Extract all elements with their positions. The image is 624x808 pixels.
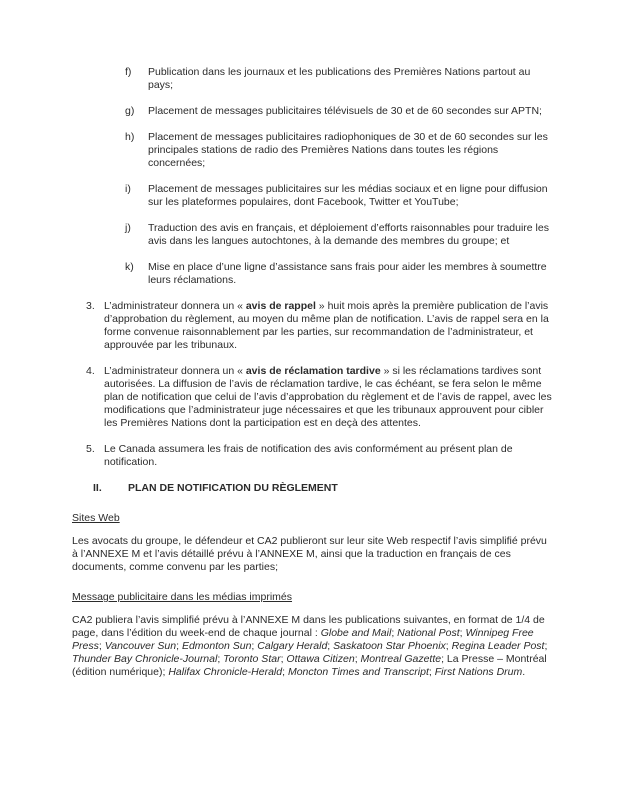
italic-text-run: First Nations Drum [434,666,523,678]
text-run: . [522,666,526,678]
item-label: 4. [86,365,95,377]
lettered-list [72,66,553,287]
section-number: II. [93,482,102,494]
item-text: Mise en place d’une ligne d’assistance sans frais pour aider les membres à soumettre leurs réclamations. [148,261,547,286]
item-label: j) [125,222,131,234]
numbered-item-5 [86,443,553,469]
item-text: Placement de messages publicitaires sur les médias sociaux et en ligne pour diffusion sur les plateformes populaires, dont Facebook, Twitter et YouTube; [148,183,548,208]
item-text: Placement de messages publicitaires radiophoniques de 30 et de 60 secondes sur les principales stations de radio des Premières Nations dans toutes les régions concernées; [148,131,548,169]
item-label: h) [125,131,135,143]
subsection-paragraph [72,614,553,679]
item-text [104,365,553,430]
italic-text-run: Calgary Herald [257,640,328,652]
item-text: Traduction des avis en français, et déploiement d’efforts raisonnables pour traduire les avis dans les langues autochtones, à la demande des membres du groupe; et [148,222,549,247]
text-run: L’administrateur donnera un « [104,365,246,377]
text-run: ; [391,627,398,639]
item-text [104,443,553,469]
italic-text-run: Winnipeg Free Press [72,627,534,652]
item-label: i) [125,183,131,195]
item-label: f) [125,66,132,78]
text-run: CA2 publiera l’avis simplifié prévu à l’ANNEXE M dans les publications suivantes, en format de 1/4 de page, dans l’édition du week-end de chaque journal : [72,614,545,639]
text-run: » si les réclamations tardives sont autorisées. La diffusion de l’avis de réclamation tardive, le cas échéant, se fera selon le même plan de notification que celui de l’avis d’approbation du règlement et de l’avis de rappel, avec les modifications que l’administrateur juge nécessaires et que les tribunaux approuvent pour cibler les Premières Nations dont la participation est en deçà des attentes. [104,365,552,429]
italic-text-run: Regina Leader Post [451,640,545,652]
item-text: Publication dans les journaux et les publications des Premières Nations partout au pays; [148,66,531,91]
text-run: ; [544,640,548,652]
text-run: ; [282,666,288,678]
italic-text-run: Ottawa Citizen [286,653,355,665]
italic-text-run: Halifax Chronicle-Herald [168,666,283,678]
bold-text-run: avis de rappel [245,300,316,312]
italic-text-run: Edmonton Sun [181,640,252,652]
bold-text-run: avis de réclamation tardive [245,365,381,377]
item-label: g) [125,105,135,117]
italic-text-run: National Post [397,627,460,639]
text-run: ; [280,653,287,665]
lettered-item-g [125,105,553,118]
text-run: ; [251,640,258,652]
italic-text-run: Saskatoon Star Phoenix [333,640,446,652]
subsection-heading: Sites Web [72,512,120,524]
item-label: 5. [86,443,95,455]
numbered-list [72,300,553,469]
text-run: ; [354,653,361,665]
numbered-item-4 [86,365,553,430]
italic-text-run: Toronto Star [223,653,281,665]
item-text: Placement de messages publicitaires télévisuels de 30 et de 60 secondes sur APTN; [148,105,542,117]
section-heading [93,482,553,495]
lettered-item-f [125,66,553,92]
text-run: ; [459,627,466,639]
text-run: ; [98,640,105,652]
text-run: ; [217,653,224,665]
subsections [72,512,553,679]
italic-text-run: Globe and Mail [320,627,392,639]
subsection-paragraph [72,535,553,574]
italic-text-run: Thunder Bay Chronicle-Journal [72,653,218,665]
text-run: ; La Presse – Montréal (édition numérique); [72,653,547,678]
subsection-heading: Message publicitaire dans les médias imprimés [72,591,293,603]
italic-text-run: Moncton Times and Transcript [287,666,429,678]
italic-text-run: Vancouver Sun [104,640,177,652]
text-run: Les avocats du groupe, le défendeur et CA2 publieront sur leur site Web respectif l’avis simplifié prévu à l’ANNEXE M et l’avis détaillé prévu à l’ANNEXE M, ainsi que la traduction en français de ces documents, comme convenu par les parties; [72,535,547,573]
item-text [104,300,553,352]
lettered-item-k [125,261,553,287]
text-run: ; [445,640,452,652]
lettered-item-h [125,131,553,170]
text-run: Le Canada assumera les frais de notification des avis conformément au présent plan de notification. [104,443,513,468]
lettered-item-j [125,222,553,248]
text-run: L’administrateur donnera un « [104,300,246,312]
text-run: ; [327,640,334,652]
subsection [72,591,553,679]
text-run: » huit mois après la première publication de l’avis d’approbation du règlement, au moyen du même plan de notification. L’avis de rappel sera en la forme convenue raisonnablement par les parties, sur recommandation de l’administrateur, et approuvée par les tribunaux. [104,300,549,351]
text-run: ; [428,666,435,678]
italic-text-run: Montreal Gazette [360,653,442,665]
text-run: ; [176,640,182,652]
item-label: 3. [86,300,95,312]
section-title: PLAN DE NOTIFICATION DU RÈGLEMENT [128,482,338,494]
numbered-item-3 [86,300,553,352]
subsection [72,512,553,574]
lettered-item-i [125,183,553,209]
item-label: k) [125,261,134,273]
